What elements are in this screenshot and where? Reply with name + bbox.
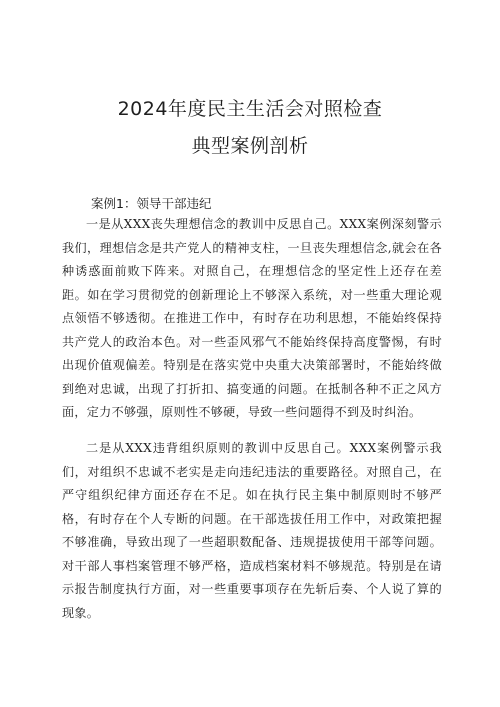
document-subtitle: 典型案例剖析 (191, 135, 309, 157)
case-heading: 案例1：领导干部违纪 (91, 196, 212, 211)
body-paragraph-2: 二是从XXX违背组织原则的教训中反思自己。XXX案例警示我们，对组织不忠诚不老实是走向违纪违法的重要路径。对照自己，在严守组织纪律方面还存在不足。如在执行民主集中制原则时不够严格，有时存在个人专断的问题。在干部选拔任用工作中，对政策把握不够准确，导致出现了一些超职数配备、违规提拔使用干部等问题。对干部人事档案管理不够严格，造成档案材料不够规范。特别是在请示报告制度执行方面，对一些重要事项存在先斩后奏、个人说了算的现象。 (62, 441, 442, 620)
body-paragraph-1: 一是从XXX丧失理想信念的教训中反思自己。XXX案例深刻警示我们，理想信念是共产党人的精神支柱，一旦丧失理想信念,就会在各种诱惑面前败下阵来。对照自己，在理想信念的坚定性上还存在差距。如在学习贯彻党的创新理论上不够深入系统，对一些重大理论观点领悟不够透彻。在推进工作中，有时存在功利思想，不能始终保持共产党人的政治本色。对一些歪风邪气不能始终保持高度警惕，有时出现价值观偏差。特别是在落实党中央重大决策部署时，不能始终做到绝对忠诚，出现了打折扣、搞变通的问题。在抵制各种不正之风方面，定力不够强，原则性不够硬，导致一些问题得不到及时纠治。 (62, 217, 442, 420)
document-title: 2024年度民主生活会对照检查 (117, 98, 383, 120)
